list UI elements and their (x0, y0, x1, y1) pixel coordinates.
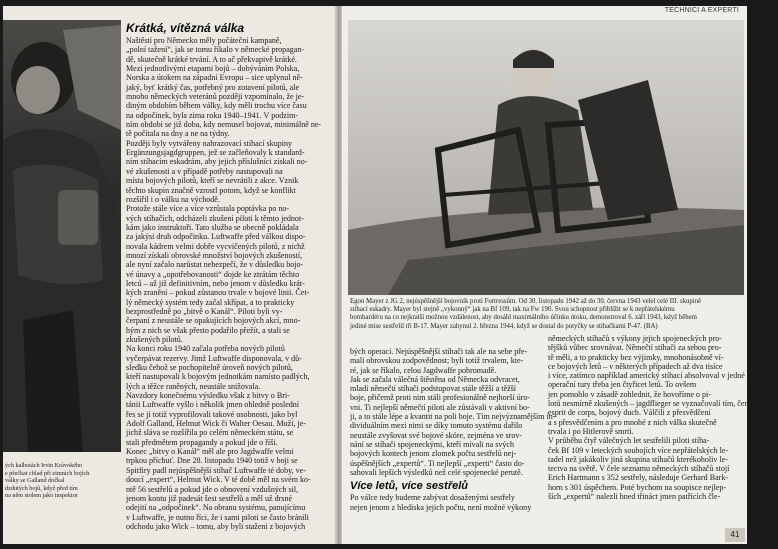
text-line: mnozí získali obrovské množství bojových zkušeností, (126, 250, 303, 260)
text-line: Na konci roku 1940 začala potřeba nových pilotů (126, 344, 285, 354)
text-line: operační tury třeba jen čtyřicet letů. To ovšem (548, 380, 697, 390)
text-line: Ergänzungsjagdgruppen, jež se začleňovaly k standard- (126, 148, 305, 158)
text-line: horn s 301 úspěchem. Poté bychom na soupisce nejlep- (548, 482, 727, 492)
text-line: německých stíhačů s výkony jejich spojeneckých pro- (548, 334, 722, 343)
right-photo-caption (350, 298, 742, 331)
text-line: ších „expertů“ nalezli hned třináct jmen patřících čle- (548, 492, 721, 502)
body-text (350, 493, 538, 512)
text-line: ji, a to stále lépe a kvantit na poli boje. Tím nejvýznamějším in- (350, 412, 556, 422)
caption-line: dzdutých bojů, když před tím (5, 484, 78, 492)
text-line: dě, skutečně krátké trvání. A to ač překvapivě krátké. (126, 54, 297, 64)
text-line: dividuálním mezi nimi se díky tomuto systému dařilo (350, 421, 523, 431)
left-page (3, 6, 338, 544)
text-line: čerpaní z neustále se opakujících bojových akcí, mno- (126, 316, 301, 326)
body-text (548, 334, 778, 502)
text-line: doucí „expert“, Helmut Wick. V té době měl na svém ko- (126, 475, 311, 485)
text-line: kých zranění – pokud zůstanou trvale v bojové linii. Čet- (126, 288, 310, 298)
text-line: ním období se již doba, kdy nemusel bojovat, minimálně ne- (126, 120, 322, 130)
text-line: diným obdobím během války, kdy měli trochu více času (126, 101, 307, 111)
text-line: bezprostředně po „bitvě o Kanál“. Piloti byli vy- (126, 306, 283, 316)
text-line: Mezi jednotlivými etapami bojů – dobýváním Polska, (126, 64, 300, 74)
text-line: vé únavy a „opotřebovanosti“ dojde ke ztrátám těchto (126, 269, 300, 279)
text-line: zkušených pilotů. (126, 335, 183, 344)
text-line: nání se stíhači spojeneckými, kteří mívali na svých (350, 439, 515, 449)
running-header: TECHNICI A EXPERTI (664, 7, 739, 14)
right-text-column-2 (548, 334, 778, 502)
text-line: za jakýsi druh odpočinku. Luftwaffe před válkou dispo- (126, 232, 306, 242)
text-line: i více, zatímco například americký stíhací absolvoval v jedné (548, 371, 745, 381)
caption-line: e přečkat chlad při zimních bojích (5, 469, 90, 477)
text-line: mladí němečtí stíhači podstupovat stále těžší a těžší (350, 384, 517, 394)
text-line: lotů nesmírně zkušených – jagdflieger se vyznačovalí tím, čemu se říká (548, 399, 778, 409)
text-line: a s přesvědčením a pro mnohé z nich válka skutečně (548, 417, 717, 427)
text-line: Norska a útokem na západní Evropu – sice uplynul ně- (126, 73, 303, 83)
text-line: stali předmětem propagandy a pokud jde o říši. (126, 437, 278, 447)
text-line: Adolf Galland, Helmut Wick či Walter Oesau. Muži, je- (126, 419, 306, 429)
text-line: mali obrovskou zodpovědnost; byli totiž trvalem, kte- (350, 356, 524, 366)
caption-line: na něm stolem jako inspektor (5, 492, 78, 500)
right-page (342, 6, 778, 544)
caption-line: stíhací eskadry. Mayer byl stejně „vykonný“ jak na Bf 109, tak na Fw 190. Svou schopnost přiblížit se k nepřátelskému (350, 306, 675, 314)
text-line: novala kádrem velmi dobře vycvičených pilotů, z nichž (126, 241, 305, 251)
text-line: Konec „bitvy o Kanál“ měl ale pro Jagdwaffe velmi (126, 447, 294, 457)
text-line: na odpočinek, byla zima roku 1940–1941. V podzim- (126, 110, 299, 120)
text-line: lý německý systém tedy začal skřípat, a to prakticky (126, 297, 295, 307)
caption-line: války se Galland dočkal (5, 477, 65, 485)
text-line: ce bojových letů – v některých případech až dva tisíce (548, 361, 723, 371)
text-line: vyčerpávat rezervy. Jimž Luftwaffe disponovala, v dů- (126, 353, 302, 363)
text-line: lých a těžce raněných, neustále snižovala. (126, 381, 261, 391)
pilot-portrait-photo (3, 20, 121, 452)
body-text (126, 36, 330, 531)
text-line: rozšířil i o válku na východě. (126, 194, 220, 204)
text-line: ale nyní začalo narůstat nebezpečí, že v důsledku bojo- (126, 260, 304, 270)
section-heading: Více letů, více sestřelů (350, 480, 469, 493)
text-line: Protože stále více a více vzrůstala poptávka po no- (126, 204, 290, 214)
text-line: letců – až již definitivním, nebo jenom v důsledku krát- (126, 278, 305, 288)
text-line: nejen jenom z hlediska jejich počtu, není možné výkony (350, 502, 532, 512)
text-line: těchto skupin značně vzrostl potom, když se konflikt (126, 185, 296, 195)
text-line: Později byly vytvářeny nahrazovací stíhací skupiny (126, 138, 293, 148)
text-line: ré, jak se říkalo, celou Jagdwaffe pohromadě. (350, 365, 497, 375)
text-line: ntě 56 sestřelů a pokud jde o obnovení vzdušných sil, (126, 484, 299, 494)
text-line: jaký, byť krátký čas, potřebný pro zotavení pilotů, ale (126, 82, 300, 92)
text-line: jenom kontu již padesát šest sestřelů a měl už drsné (126, 493, 293, 503)
left-photo-caption (5, 462, 119, 500)
left-text-column (126, 22, 330, 531)
text-line: Jak se začala válečná štěstěna od Německa odvracet, (350, 374, 520, 384)
text-line: jichž sláva se rozšířila po celém německém státu, se (126, 428, 294, 438)
text-line: vých stíhačích, odcházeli zkušení piloti k těmto jednot- (126, 213, 304, 223)
text-line: odejití na „odpočinek“. Na obranu systému, panujícímu (126, 503, 306, 513)
right-text-column-1 (350, 347, 556, 512)
text-line: ček Bf 109 v leteckých soubojích více nepřátelských le- (548, 445, 729, 455)
caption-line: Egon Mayer z JG 2, nejúspěšnější bojovník proti Fortressům. Od 30. listopadu 1942 až do 30. června 1943 velel celé III. skupině (350, 298, 702, 305)
text-line: místa bojových pilotů, kteří se nevrátili z akce. Vznik (126, 176, 299, 186)
text-line: jen pomohlo v zásadě zohlednit, že hovoříme o pi- (548, 389, 711, 399)
text-line: hým z nich se však přesto podařilo přežít, a stali se (126, 325, 290, 335)
text-line: tadel než jakákoliv jiná skupina stíhačů kterékoholiv le- (548, 454, 728, 464)
text-line: Navzdory konečnému výsledku však z bitvy o Bri- (126, 391, 290, 401)
text-line: mnoho německých veteránů později vzpomínalo, že je- (126, 92, 305, 102)
text-line: řes se jí totiž vyprofilovali takové osobnosti, jako byl (126, 409, 298, 419)
text-line: „polní tažení“, jak se tomu říkalo v německé propagan- (126, 45, 305, 55)
text-line: V průběhu čtyř válečných let sestřelili piloti stíha- (548, 436, 710, 446)
text-line: trvala i po Hitlerově smrti. (548, 426, 634, 436)
text-line: bých operací. Nejúspěšnější stíhači tak ale na sebe pře- (350, 347, 528, 356)
text-line: sahovali lepších výsledků než celé spojenecké perutě. (350, 467, 523, 477)
text-line: kám jako instruktoři. Tato služba se obecně pokládala (126, 222, 299, 232)
caption-line: bombardéru na co nejkratší možnou vzdálenost, aby dosáhl maximálního účinku útoku, demonstroval 6. září 1943, když během (350, 314, 697, 322)
text-line: tě počítala na dny a ne na týdny. (126, 129, 230, 139)
text-line: kteří nastupovali k bojovým jednotkám namísto padlých, (126, 372, 310, 382)
text-line: ním stíhacím eskadrám, aby jejich příslušníci získali no- (126, 157, 308, 167)
text-line: boje, přičemž proti nim stáli profesionálně nejhorší úro- (350, 393, 531, 403)
text-line: tějšků vůbec srovnávat. Němečtí stíhači za sebou pro- (548, 343, 722, 353)
page-number: 41 (725, 528, 745, 542)
cockpit-photo (348, 20, 744, 295)
text-line: tectva na světě. V čele seznamu německých stíhačů stojí (548, 464, 730, 474)
text-line: odchodu jako Wick – tomu, aby byli staženi z bojových (126, 521, 306, 531)
text-line: tánii Luftwaffe vyšlo i několik jmen ohledně poslední (126, 400, 300, 410)
text-line: vni. Ti nejlepší němečtí piloti ale zůstávali v aktivní bo- (350, 402, 530, 412)
text-line: esprit de corps, bojový duch. Válčili z přesvědčení (548, 408, 711, 418)
caption-line: jediné mise sestřelil tři B-17. Mayer zahynul 2. března 1944, když se dostal do potyčky se stíhačkami P-47. (BA) (350, 322, 658, 330)
text-line: Naštěstí pro Německo měly počáteční kampaně, (126, 36, 282, 45)
text-line: bojových kontech jenom zlomek počtu sestřelů nej- (350, 449, 517, 459)
text-line: Erich Hartmann s 352 sestřely, následuje Gerhard Bark- (548, 473, 729, 483)
text-line: neustále zvyšovat své bojové skóre, zejména ve srov- (350, 430, 523, 440)
text-line: tě měli, a to prakticky bez výjimky, mnohonásobně ví- (548, 352, 724, 362)
text-line: v Luftwaffe, je nutno říci, že i sami piloti se často bránili (126, 512, 309, 522)
section-heading: Krátká, vítězná válka (126, 21, 245, 35)
text-line: Spitfiry padl nejúspěšnější stíhač Luftwaffe té doby, ve- (126, 465, 306, 475)
text-line: úspěšnějších „expertů“. Ti nejlepší „experti“ často do- (350, 458, 525, 468)
text-line: vé zkušenosti a v případě potřeby nastupovali na (126, 166, 283, 176)
body-text (350, 347, 556, 477)
text-line: trpkou příchuť. Dne 28. listopadu 1940 totiž v boji se (126, 456, 298, 466)
text-line: Po válce tedy budeme zabývat dosaženými sestřely (350, 493, 515, 503)
text-line: sledku čehož se pochopitelně úroveň nových pilotů, (126, 363, 293, 373)
caption-line: ých kalhotách Irvin Krávokého (5, 462, 83, 469)
